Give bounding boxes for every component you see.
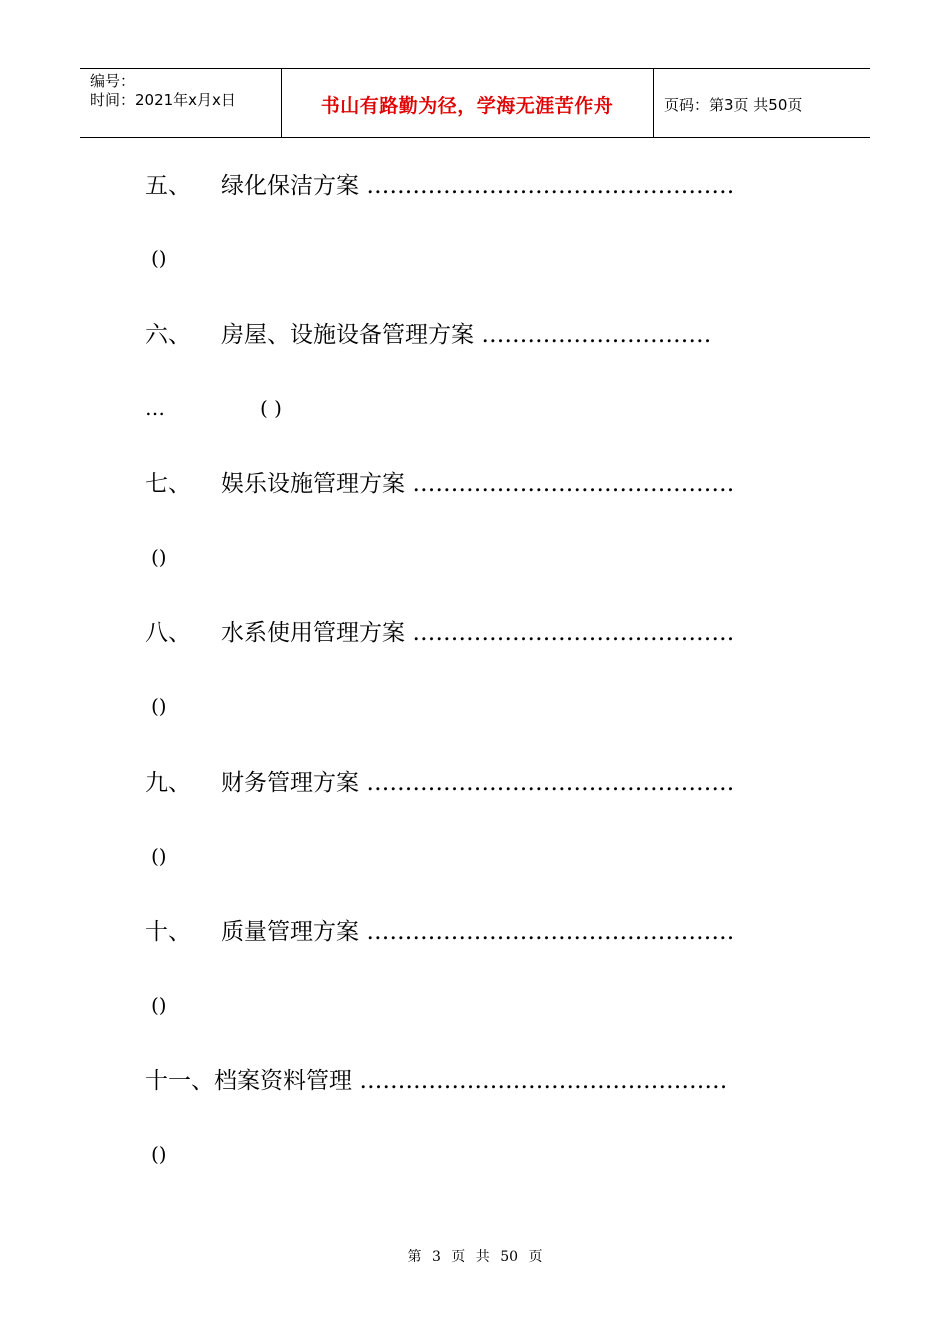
toc-page-ref: ()	[151, 545, 167, 569]
toc-number: 七、	[145, 471, 191, 497]
toc-number: 八、	[145, 620, 191, 646]
toc-leader-dots: …………………………	[481, 322, 712, 348]
toc-title: 质量管理方案	[221, 919, 359, 945]
toc-title: 房屋、设施设备管理方案	[221, 322, 474, 348]
toc-entry	[145, 769, 734, 797]
toc-title: 档案资料管理	[214, 1068, 352, 1094]
toc-continuation	[145, 396, 282, 420]
page-code: 页码：第3页 共50页	[664, 96, 803, 114]
toc-entry	[145, 1067, 727, 1095]
motto-text: 书山有路勤为径，学海无涯苦作舟	[320, 95, 614, 117]
serial-label: 编号：	[90, 72, 136, 90]
toc-leader-dots: …………………………………………	[366, 770, 735, 796]
toc-number: 九、	[145, 770, 191, 796]
toc-entry	[145, 619, 734, 647]
toc-leader-dots: …………………………………………	[359, 1068, 728, 1094]
toc-leader-dots-continued: …	[145, 396, 165, 420]
time-label: 时间：2021年x月x日	[90, 91, 236, 109]
toc-number: 六、	[145, 322, 191, 348]
toc-entry	[145, 470, 734, 498]
toc-page-ref: ()	[151, 1142, 167, 1166]
toc-entry	[145, 172, 734, 200]
header-meta-cell	[80, 69, 282, 137]
toc-leader-dots: ……………………………………	[412, 620, 735, 646]
toc-page-ref: ( )	[260, 396, 282, 420]
toc-number: 五、	[145, 173, 191, 199]
toc-entry	[145, 918, 734, 946]
header-page-cell	[654, 69, 870, 137]
page-header	[80, 68, 870, 138]
toc-leader-dots: …………………………………………	[366, 173, 735, 199]
toc-title: 绿化保洁方案	[221, 173, 359, 199]
toc-page-ref: ()	[151, 246, 167, 270]
toc-number: 十、	[145, 919, 191, 945]
toc-title: 娱乐设施管理方案	[221, 471, 405, 497]
toc-leader-dots: ……………………………………	[412, 471, 735, 497]
toc-number: 十一、	[145, 1068, 214, 1094]
toc-page-ref: ()	[151, 844, 167, 868]
toc-title: 财务管理方案	[221, 770, 359, 796]
page-footer: 第 3 页 共 50 页	[407, 1249, 543, 1265]
toc-page-ref: ()	[151, 993, 167, 1017]
toc-title: 水系使用管理方案	[221, 620, 405, 646]
toc-leader-dots: …………………………………………	[366, 919, 735, 945]
header-motto-cell	[281, 69, 654, 137]
toc-entry	[145, 321, 711, 349]
toc-page-ref: ()	[151, 694, 167, 718]
